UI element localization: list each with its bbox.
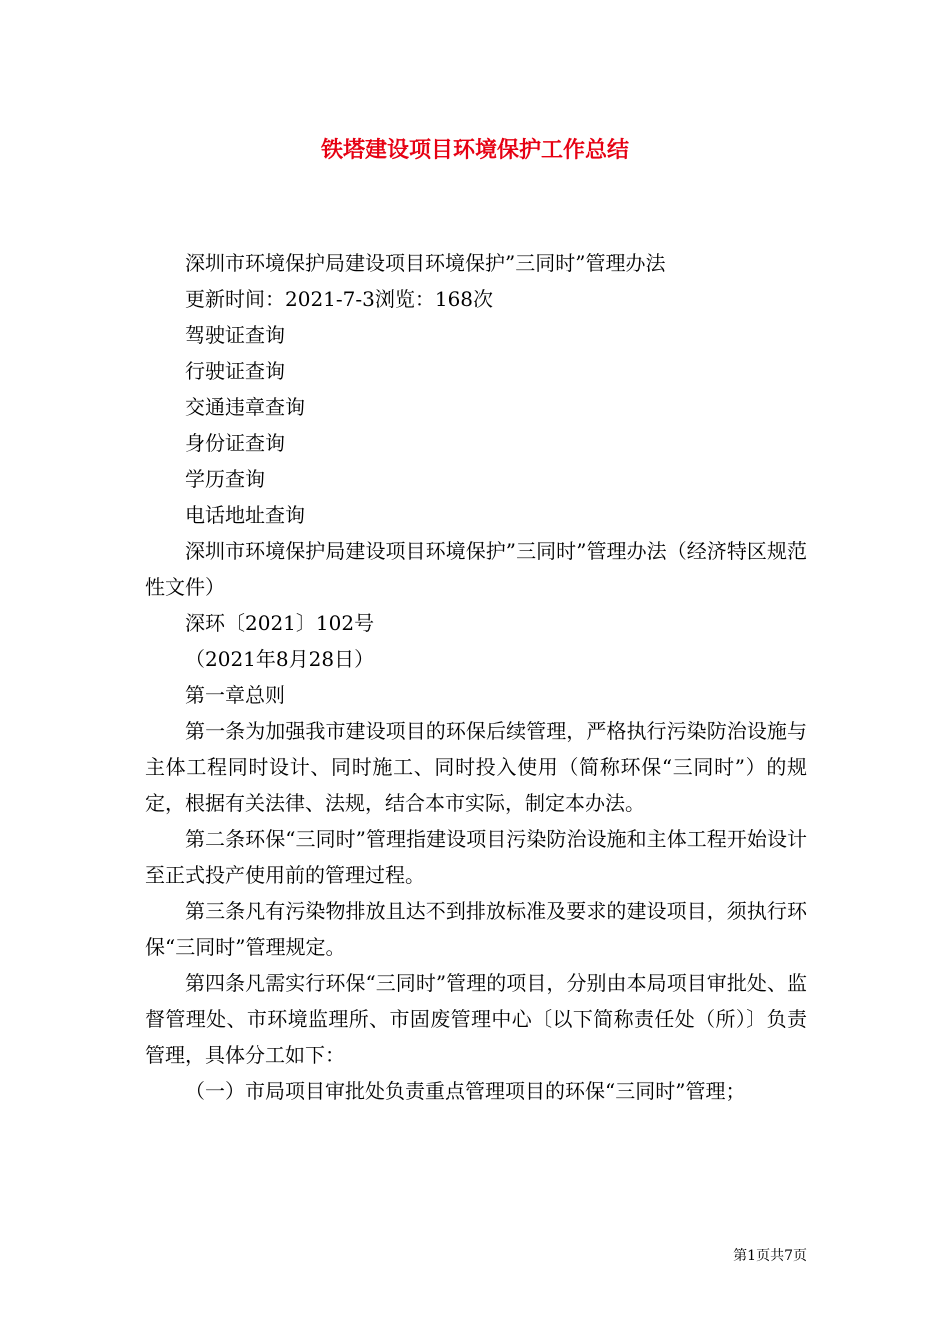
document-title: 铁塔建设项目环境保护工作总结 [320, 137, 629, 163]
paragraph-15: 第三条凡有污染物排放且达不到排放标准及要求的建设项目，须执行环保“三同时”管理规定。 [145, 899, 807, 959]
paragraph-4: 行驶证查询 [185, 359, 285, 383]
page-number-label: 第1页共7页 [733, 1248, 807, 1264]
paragraph-13: 第一条为加强我市建设项目的环保后续管理，严格执行污染防治设施与主体工程同时设计、同时施工、同时投入使用（简称环保“三同时”）的规定，根据有关法律、法规，结合本市实际，制定本办法。 [145, 719, 807, 815]
paragraph-5: 交通违章查询 [185, 395, 305, 419]
page-number [733, 1246, 807, 1266]
paragraph-6: 身份证查询 [185, 431, 285, 455]
paragraph-10: 深环〔2021〕102号 [185, 611, 375, 635]
paragraph-8: 电话地址查询 [185, 503, 305, 527]
paragraph-16: 第四条凡需实行环保“三同时”管理的项目，分别由本局项目审批处、监督管理处、市环境监理所、市固废管理中心〔以下简称责任处（所）〕负责管理，具体分工如下： [145, 971, 807, 1067]
paragraph-11: （2021年8月28日） [185, 647, 375, 671]
document-body [145, 245, 807, 1109]
paragraph-14: 第二条环保“三同时”管理指建设项目污染防治设施和主体工程开始设计至正式投产使用前的管理过程。 [145, 827, 807, 887]
paragraph-1: 深圳市环境保护局建设项目环境保护”三同时”管理办法 [185, 251, 666, 275]
paragraph-3: 驾驶证查询 [185, 323, 285, 347]
paragraph-17: （一）市局项目审批处负责重点管理项目的环保“三同时”管理； [185, 1079, 746, 1103]
paragraph-12: 第一章总则 [185, 683, 285, 707]
paragraph-9: 深圳市环境保护局建设项目环境保护”三同时”管理办法（经济特区规范性文件） [145, 539, 807, 599]
paragraph-7: 学历查询 [185, 467, 265, 491]
paragraph-2: 更新时间：2021-7-3浏览：168次 [185, 287, 494, 311]
